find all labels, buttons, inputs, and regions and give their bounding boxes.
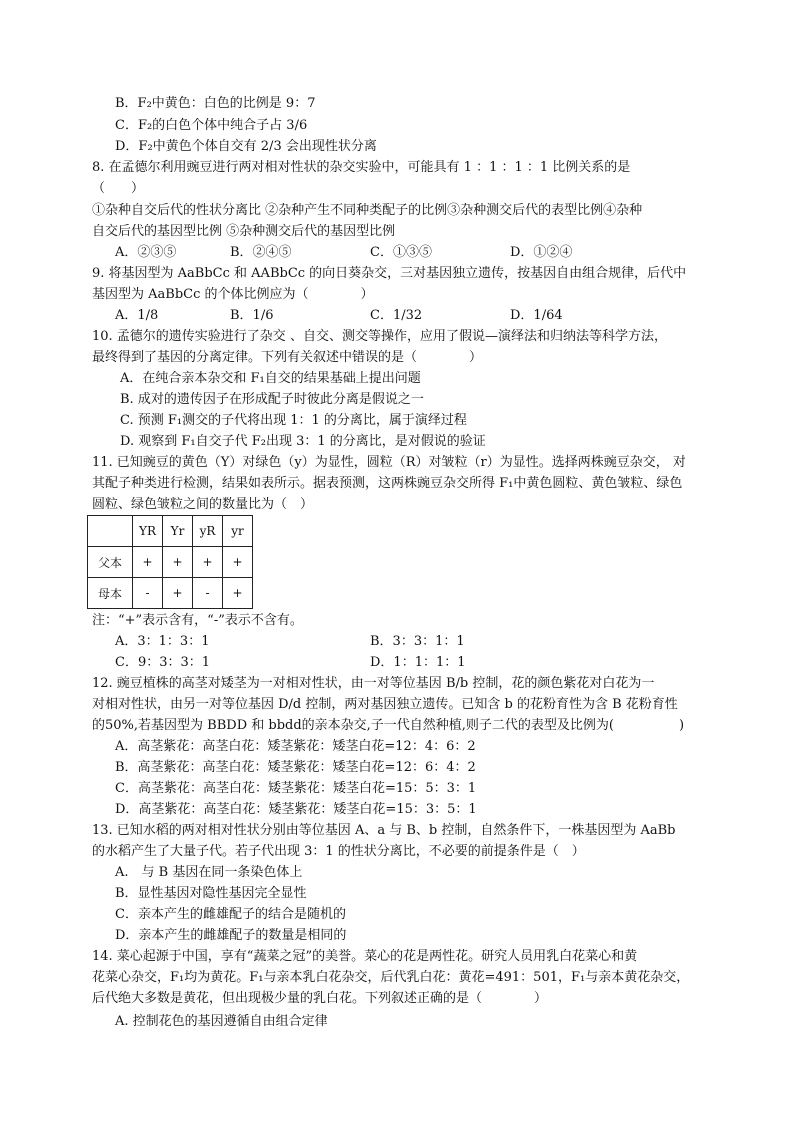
q12-option-d: D．高茎紫花：高茎白花：矮茎紫花：矮茎白花=15：3：5：1 [115, 802, 477, 817]
table-header-row [88, 516, 253, 547]
q11-option-a: A．3：1：3：1 [115, 634, 210, 649]
q11-note: 注：“+”表示含有，“-”表示不含有。 [92, 613, 303, 628]
q12-option-a: A．高茎紫花：高茎白花：矮茎紫花：矮茎白花=12：4：6：2 [115, 739, 476, 754]
q9-option-a: A．1/8 [115, 308, 159, 323]
q8-items-line-2: 自交后代的基因型比例 ⑤杂种测交后代的基因型比例 [92, 224, 396, 239]
table-cell: + [163, 547, 193, 578]
q7-option-c: C．F₂的白色个体中纯合子占 3/6 [115, 118, 308, 133]
q11-option-b: B．3：3：1：1 [370, 634, 465, 649]
q13-option-a: A. 与 B 基因在同一条染色体上 [115, 865, 303, 880]
q11-stem-line-3: 圆粒、绿色皱粒之间的数量比为（ ） [92, 497, 314, 512]
q13-stem-line-2: 的水稻产生了大量子代。若子代出现 3：1 的性状分离比，不必要的前提条件是（ ） [92, 844, 585, 859]
q8-items-line-1: ①杂种自交后代的性状分离比 ②杂种产生不同种类配子的比例③杂种测交后代的表型比例④杂种 [92, 203, 643, 218]
table-header-cell: yr [223, 516, 253, 547]
q9-stem-line-1: 9. 将基因型为 AaBbCc 和 AABbCc 的向日葵杂交，三对基因独立遗传，按基因自由组合规律，后代中 [92, 266, 687, 281]
q14-stem-line-1: 14. 菜心起源于中国，享有“蔬菜之冠”的美誉。菜心的花是两性花。研究人员用乳白花菜心和黄 [92, 949, 638, 964]
q8-option-d: D．①②④ [510, 245, 573, 260]
q7-option-d: D．F₂中黄色个体自交有 2/3 会出现性状分离 [115, 139, 377, 154]
table-header-cell: Yr [163, 516, 193, 547]
table-cell: + [193, 547, 223, 578]
table-cell: 父本 [88, 547, 133, 578]
q7-option-b: B．F₂中黄色：白色的比例是 9：7 [115, 96, 316, 111]
q12-option-c: C．高茎紫花：高茎白花：矮茎紫花：矮茎白花=15：5：3：1 [115, 781, 477, 796]
table-cell: - [193, 578, 223, 609]
q11-stem-line-1: 11. 已知豌豆的黄色（Y）对绿色（y）为显性，圆粒（R）对皱粒（r）为显性。选择两株豌豆杂交， 对 [92, 455, 686, 470]
table-cell: + [223, 547, 253, 578]
table-row [88, 578, 253, 609]
q14-stem-line-3: 后代绝大多数是黄花，但出现极少量的乳白花。下列叙述正确的是（ ） [92, 991, 548, 1006]
q8-option-a: A．②③⑤ [115, 245, 177, 260]
q12-stem-line-1: 12. 豌豆植株的高茎对矮茎为一对相对性状，由一对等位基因 B/b 控制，花的颜色紫花对白花为一 [92, 676, 655, 691]
q8-option-b: B．②④⑤ [230, 245, 292, 260]
q11-option-d: D．1：1：1：1 [370, 655, 466, 670]
q9-stem-line-2: 基因型为 AaBbCc 的个体比例应为（ ） [92, 287, 374, 302]
table-cell: + [133, 547, 163, 578]
table-header-cell: YR [133, 516, 163, 547]
q13-option-b: B．显性基因对隐性基因完全显性 [115, 886, 307, 901]
q8-stem-line-1: 8. 在孟德尔利用豌豆进行两对相对性状的杂交实验中，可能具有 1 ：1 ：1 ：1 比例关系的是 [92, 160, 631, 175]
table-cell: + [163, 578, 193, 609]
q10-option-a: A．在纯合亲本杂交和 F₁自交的结果基础上提出问题 [120, 371, 421, 386]
q14-stem-line-2: 花菜心杂交，F₁均为黄花。F₁与亲本乳白花杂交，后代乳白花：黄花=491：501，F₁与亲本黄花杂交， [92, 970, 690, 985]
q13-stem-line-1: 13. 已知水稻的两对相对性状分别由等位基因 A、a 与 B、b 控制，自然条件下，一株基因型为 AaBb [92, 823, 676, 838]
q10-stem-line-1: 10. 孟德尔的遗传实验进行了杂交 、自交、测交等操作，应用了假说—演绎法和归纳法等科学方法， [92, 329, 667, 344]
q12-stem-line-3: 的50%,若基因型为 BBDD 和 bbdd的亲本杂交,子一代自然种植,则子二代的表型及比例为( ) [92, 718, 685, 733]
table-header-cell: yR [193, 516, 223, 547]
table-header-cell [88, 516, 133, 547]
q9-option-c: C．1/32 [370, 308, 423, 323]
q9-option-d: D．1/64 [510, 308, 563, 323]
table-row [88, 547, 253, 578]
q13-option-d: D．亲本产生的雌雄配子的数量是相同的 [115, 928, 347, 943]
gamete-table [87, 515, 253, 609]
q11-option-c: C．9：3：3：1 [115, 655, 211, 670]
q8-stem-line-2: （ ） [92, 181, 145, 196]
q13-option-c: C．亲本产生的雌雄配子的结合是随机的 [115, 907, 346, 922]
q10-option-b: B. 成对的遗传因子在形成配子时彼此分离是假说之一 [120, 392, 424, 407]
q12-stem-line-2: 对相对性状，由另一对等位基因 D/d 控制，两对基因独立遗传。已知含 b 的花粉育性为含 B 花粉育性 [92, 697, 678, 712]
q11-stem-line-2: 其配子种类进行检测，结果如表所示。据表预测，这两株豌豆杂交所得 F₁中黄色圆粒、黄色皱粒、绿色 [92, 476, 683, 491]
q14-option-a: A. 控制花色的基因遵循自由组合定律 [115, 1014, 328, 1029]
table-cell: 母本 [88, 578, 133, 609]
q10-option-d: D. 观察到 F₁自交子代 F₂出现 3：1 的分离比，是对假说的验证 [120, 434, 486, 449]
q12-option-b: B．高茎紫花：高茎白花：矮茎紫花：矮茎白花=12：6：4：2 [115, 760, 476, 775]
q10-stem-line-2: 最终得到了基因的分离定律。下列有关叙述中错误的是（ ） [92, 350, 483, 365]
q9-option-b: B．1/6 [230, 308, 274, 323]
q10-option-c: C. 预测 F₁测交的子代将出现 1：1 的分离比，属于演绎过程 [120, 413, 467, 428]
q8-option-c: C．①③⑤ [370, 245, 432, 260]
table-cell: - [133, 578, 163, 609]
table-cell: + [223, 578, 253, 609]
